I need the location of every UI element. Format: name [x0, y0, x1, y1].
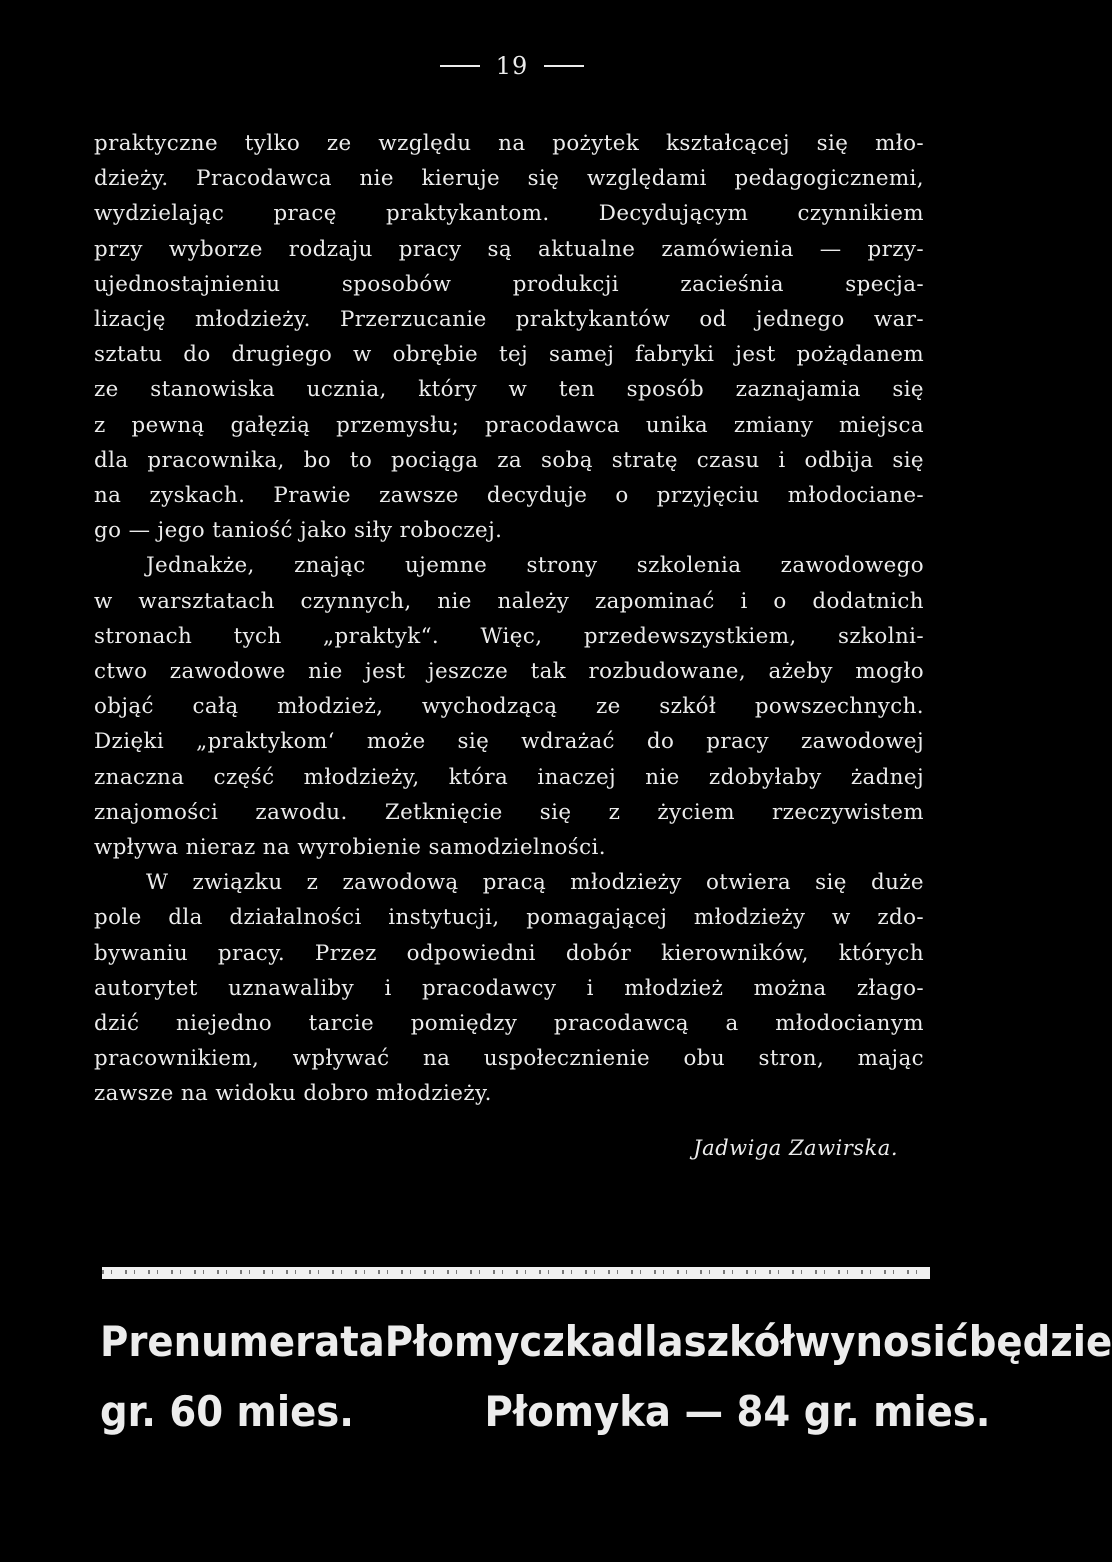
text-line: objąć całą młodzież, wychodzącą ze szkół powszechnych. — [94, 694, 924, 720]
text-line: stronach tych „praktyk“. Więc, przedewszystkiem, szkolni- — [94, 623, 924, 649]
text-line: praktyczne tylko ze względu na pożytek kształcącej się mło- — [94, 131, 924, 156]
text-line: dzić niejedno tarcie pomiędzy pracodawcą a młodocianym — [94, 1011, 924, 1037]
text-line: sztatu do drugiego w obrębie tej samej fabryki jest pożądanem — [94, 342, 924, 368]
text-line: z pewną gałęzią przemysłu; pracodawca unika zmiany miejsca — [94, 412, 924, 438]
text-line: autorytet uznawaliby i pracodawcy i młodzież można złago- — [94, 975, 924, 1001]
text-line: Jednakże, znając ujemne strony szkolenia zawodowego — [146, 553, 924, 579]
text-line: ctwo zawodowe nie jest jeszcze tak rozbudowane, ażeby mogło — [94, 659, 924, 685]
text-line: Dzięki „praktykom‘ może się wdrażać do pracy zawodowej — [94, 729, 924, 755]
text-line: pole dla działalności instytucji, pomagającej młodzieży w zdo- — [94, 905, 924, 931]
page-number: 19 — [495, 52, 529, 80]
ad-word: będzie — [968, 1317, 1112, 1366]
header-dash-right — [544, 65, 584, 67]
ad-price-placyczek: gr. 60 mies. — [100, 1387, 354, 1436]
page-header — [0, 52, 1024, 80]
paragraph-2 — [94, 548, 924, 865]
paragraph-3 — [94, 865, 924, 1111]
text-line: wpływa nieraz na wyrobienie samodzielności. — [94, 835, 606, 861]
text-line: dzieży. Pracodawca nie kieruje się względami pedagogicznemi, — [94, 166, 924, 192]
text-line: znaczna część młodzieży, która inaczej nie zdobyłaby żadnej — [94, 764, 924, 790]
ad-word: Płomyczka — [384, 1317, 617, 1366]
text-line: dla pracownika, bo to pociąga za sobą stratę czasu i odbija się — [94, 447, 924, 473]
ad-word: Prenumerata — [100, 1317, 385, 1366]
author-signature: Jadwiga Zawirska. — [693, 1136, 898, 1160]
text-line: W związku z zawodową pracą młodzieży otwiera się duże — [146, 870, 924, 896]
header-dash-left — [440, 65, 480, 67]
ad-word: wynosić — [794, 1317, 969, 1366]
text-line: zawsze na widoku dobro młodzieży. — [94, 1081, 492, 1107]
advertisement-line-1 — [100, 1316, 1112, 1368]
text-line: lizację młodzieży. Przerzucanie praktykantów od jednego war- — [94, 307, 924, 333]
text-line: w warsztatach czynnych, nie należy zapominać i o dodatnich — [94, 588, 924, 614]
text-line: ujednostajnieniu sposobów produkcji zacieśnia specja- — [94, 271, 924, 297]
ad-price-plomyk: Płomyka — 84 gr. mies. — [484, 1387, 991, 1436]
ad-word: dla — [616, 1317, 684, 1366]
ad-word: szkół — [683, 1317, 795, 1366]
paragraph-1 — [94, 126, 924, 548]
text-line: znajomości zawodu. Zetknięcie się z życiem rzeczywistem — [94, 799, 924, 825]
text-line: na zyskach. Prawie zawsze decyduje o przyjęciu młodociane- — [94, 483, 924, 509]
article-body — [94, 126, 924, 1112]
text-line: wydzielając pracę praktykantom. Decydującym czynnikiem — [94, 201, 924, 227]
text-line: przy wyborze rodzaju pracy są aktualne zamówienia — przy- — [94, 236, 924, 262]
text-line: ze stanowiska ucznia, który w ten sposób zaznajamia się — [94, 377, 924, 403]
text-line: go — jego taniość jako siły roboczej. — [94, 518, 503, 544]
separator-rule-texture — [102, 1270, 930, 1274]
text-line: bywaniu pracy. Przez odpowiedni dobór kierowników, których — [94, 940, 924, 966]
text-line: pracownikiem, wpływać na uspołecznienie obu stron, mając — [94, 1046, 924, 1072]
